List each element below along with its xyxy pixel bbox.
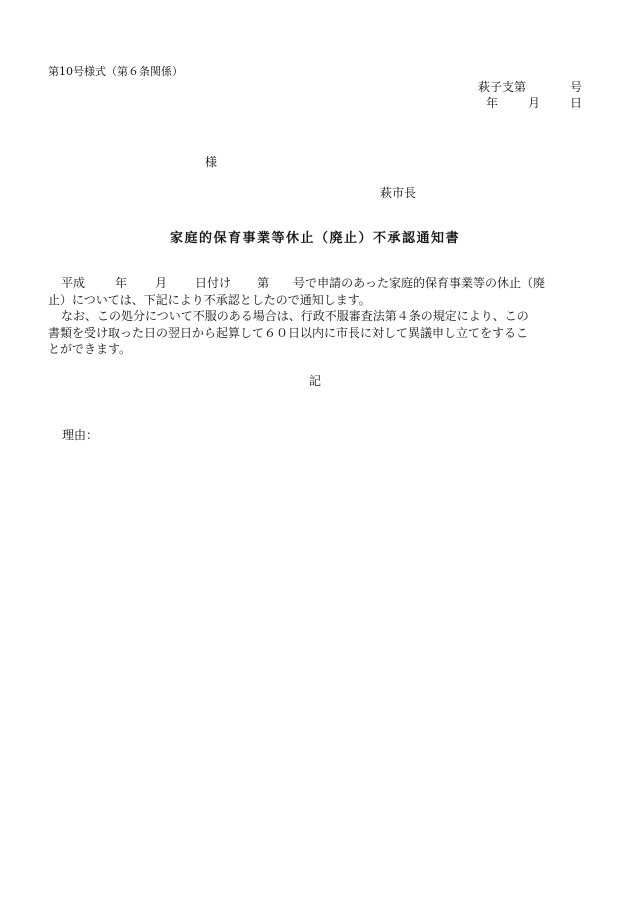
month-label: 月 [155, 276, 168, 290]
paragraph-appeal-line-1 [48, 308, 582, 325]
ki-heading: 記 [308, 374, 321, 388]
issuer-name: 萩市長 [380, 186, 417, 200]
dated-label: 日付け [195, 276, 232, 290]
era-label: 平成 [61, 276, 86, 290]
year-label: 年 [115, 276, 128, 290]
paragraph-notification [48, 275, 582, 308]
paragraph-notification-line-1-rest: 号で申請のあった家庭的保育事業等の休止（廃 [293, 276, 545, 290]
document-title: 家庭的保育事業等休止（廃止）不承認通知書 [169, 231, 460, 246]
paragraph-appeal-line-3: とができます。 [48, 342, 132, 356]
date-day: 日 [569, 96, 582, 110]
issue-number-suffix: 号 [569, 80, 582, 94]
date-year: 年 [486, 96, 499, 110]
issue-number-prefix: 萩子支第 [478, 80, 527, 94]
paragraph-notification-line-2: 止）については、下記により不承認としたので通知します。 [48, 292, 371, 307]
paragraph-appeal-line-1-text: なお、この処分について不服のある場合は、行政不服審査法第４条の規定により、この [61, 309, 529, 323]
date-month: 月 [527, 96, 540, 110]
reason-label: 理由： [62, 428, 99, 442]
issue-date [486, 95, 582, 111]
addressee-honorific: 様 [205, 155, 218, 169]
paragraph-appeal-line-2: 書類を受け取った日の翌日から起算して６０日以内に市長に対して異議申し立てをするこ [48, 325, 529, 340]
paragraph-notification-line-1 [48, 275, 582, 292]
paragraph-appeal [48, 308, 582, 358]
number-prefix-label: 第 [257, 276, 270, 290]
issue-number [478, 79, 582, 95]
form-number: 第10号様式（第６条関係） [48, 65, 183, 78]
